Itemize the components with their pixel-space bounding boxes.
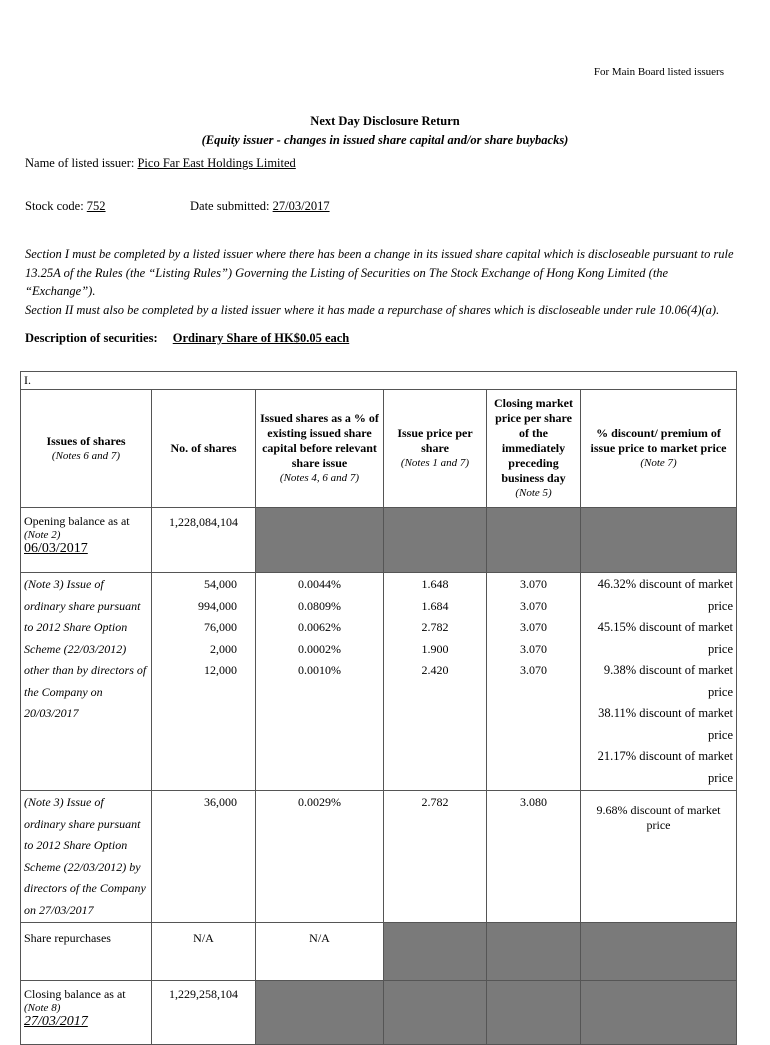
gray-cell (581, 508, 737, 573)
header-no-shares-label: No. of shares (170, 441, 237, 455)
opening-balance-row (21, 508, 737, 573)
header-discount-note: (Note 7) (640, 457, 677, 469)
repurchases-pct: N/A (256, 923, 384, 981)
section-label: I. (21, 372, 737, 390)
issue-row-1 (21, 573, 737, 791)
header-discount-label: % discount/ premium of issue price to market price (590, 426, 727, 455)
instructions-section-1: Section I must be completed by a listed issuer where there has been a change in its issued share capital which is discloseable pursuant to rule 13.25A of the Rules (the “Listing Rules”) Governing the Listing of Securities on The Stock Exchange of Hong Kong Limited (the “Exchange”). (25, 247, 734, 298)
repurchases-shares: N/A (152, 923, 256, 981)
header-closing-price-note: (Note 5) (515, 487, 552, 499)
issue-1-shares-3: 2,000 (210, 641, 237, 656)
issue-1-close-4: 3.070 (520, 663, 547, 677)
gray-cell (487, 923, 581, 981)
issue-1-pct-3: 0.0002% (298, 641, 341, 656)
closing-balance-row (21, 981, 737, 1045)
opening-balance-shares: 1,228,084,104 (152, 508, 256, 573)
issue-row-2 (21, 791, 737, 923)
issue-1-discount-4: 21.17% discount of market price (597, 749, 734, 785)
issue-1-shares-cell (152, 573, 256, 791)
issue-1-close-cell (487, 573, 581, 791)
gray-cell (384, 508, 487, 573)
repurchases-row (21, 923, 737, 981)
header-issue-price-note: (Notes 1 and 7) (400, 457, 470, 469)
instructions (25, 245, 735, 319)
header-row (21, 390, 737, 508)
securities-description-label: Description of securities: (25, 331, 158, 345)
date-submitted-value: 27/03/2017 (272, 199, 330, 213)
issue-1-price-cell (384, 573, 487, 791)
issue-2-discount: 9.68% discount of market price (581, 791, 737, 923)
header-issue-price (384, 390, 487, 508)
issue-1-pct-cell (256, 573, 384, 791)
header-issues-label: Issues of shares (46, 433, 126, 448)
opening-balance-cell (21, 508, 152, 573)
issue-1-close-0: 3.070 (520, 577, 547, 591)
closing-balance-label: Closing balance as at (24, 987, 126, 1001)
issue-1-close-2: 3.070 (520, 620, 547, 634)
stock-code-label: Stock code: (25, 199, 84, 213)
instructions-section-2: Section II must also be completed by a listed issuer where it has made a repurchase of shares which is discloseable under rule 10.06(4)(a). (25, 302, 720, 317)
gray-cell (581, 923, 737, 981)
issue-1-discount-cell (581, 573, 737, 791)
closing-balance-shares: 1,229,258,104 (152, 981, 256, 1045)
issue-2-description: (Note 3) Issue of ordinary share pursuant to 2012 Share Option Scheme (22/03/2012) by directors of the Company on 27/03/2017 (21, 791, 152, 923)
opening-balance-date: 06/03/2017 (24, 541, 88, 556)
gray-cell (581, 981, 737, 1045)
issue-2-close: 3.080 (487, 791, 581, 923)
section-row (21, 372, 737, 390)
issue-2-shares: 36,000 (152, 791, 256, 923)
issue-1-discount-0: 46.32% discount of market price (597, 577, 734, 613)
issue-1-shares-4: 12,000 (204, 663, 237, 677)
issue-1-close-3: 3.070 (520, 641, 547, 656)
repurchases-label: Share repurchases (21, 923, 152, 981)
issue-1-shares-2: 76,000 (204, 620, 237, 634)
header-pct-label: Issued shares as a % of existing issued share capital before relevant share issue (260, 411, 379, 470)
date-submitted-row (190, 199, 330, 214)
closing-balance-date: 27/03/2017 (24, 1014, 88, 1029)
board-note: For Main Board listed issuers (593, 66, 724, 78)
issue-1-description: (Note 3) Issue of ordinary share pursuant to 2012 Share Option Scheme (22/03/2012) other than by directors of the Company on 20/03/2017 (21, 573, 152, 791)
header-no-shares (152, 390, 256, 508)
page-title: Next Day Disclosure Return (310, 114, 460, 128)
issue-1-pct-1: 0.0809% (298, 598, 341, 613)
issue-1-shares-1: 994,000 (198, 598, 237, 613)
stock-code-row (25, 199, 106, 214)
gray-cell (487, 508, 581, 573)
gray-cell (384, 923, 487, 981)
gray-cell (256, 508, 384, 573)
date-submitted-label: Date submitted: (190, 199, 270, 213)
issue-1-pct-4: 0.0010% (298, 663, 341, 677)
issue-1-price-3: 1.900 (421, 641, 449, 656)
gray-cell (487, 981, 581, 1045)
issue-1-price-0: 1.648 (421, 577, 449, 591)
gray-cell (256, 981, 384, 1045)
issue-1-discount-1: 45.15% discount of market price (597, 620, 734, 656)
issue-2-price: 2.782 (384, 791, 487, 923)
gray-cell (384, 981, 487, 1045)
issue-1-price-2: 2.782 (421, 620, 449, 634)
header-closing-price (487, 390, 581, 508)
header-discount (581, 390, 737, 508)
issue-1-price-1: 1.684 (421, 598, 449, 613)
issuer-name-row (25, 156, 296, 171)
issue-1-pct-0: 0.0044% (298, 577, 341, 591)
securities-description (25, 331, 349, 346)
issue-1-shares-0: 54,000 (204, 577, 237, 591)
issuer-name-label: Name of listed issuer: (25, 156, 135, 170)
issue-1-discount-3: 38.11% discount of market price (598, 706, 734, 742)
closing-balance-cell (21, 981, 152, 1045)
header-pct-note: (Notes 4, 6 and 7) (279, 472, 360, 484)
header-pct (256, 390, 384, 508)
issue-1-discount-2: 9.38% discount of market price (603, 663, 734, 699)
header-closing-price-label: Closing market price per share of the immediately preceding business day (494, 396, 573, 485)
header-issues-note: (Notes 6 and 7) (51, 449, 121, 462)
opening-balance-note: (Note 2) (24, 529, 61, 541)
header-issue-price-label: Issue price per share (397, 426, 473, 455)
securities-description-value: Ordinary Share of HK$0.05 each (172, 331, 350, 345)
issue-2-pct: 0.0029% (256, 791, 384, 923)
closing-balance-note: (Note 8) (24, 1002, 61, 1014)
opening-balance-label: Opening balance as at (24, 514, 130, 528)
stock-code-value: 752 (86, 199, 106, 213)
issue-1-price-4: 2.420 (421, 663, 449, 677)
issue-1-close-1: 3.070 (520, 598, 547, 613)
page-subtitle: (Equity issuer - changes in issued share capital and/or share buybacks) (201, 133, 569, 147)
disclosure-table (20, 371, 737, 1045)
issuer-name-value: Pico Far East Holdings Limited (137, 156, 296, 170)
issue-1-pct-2: 0.0062% (298, 620, 341, 634)
header-issues (21, 390, 152, 508)
